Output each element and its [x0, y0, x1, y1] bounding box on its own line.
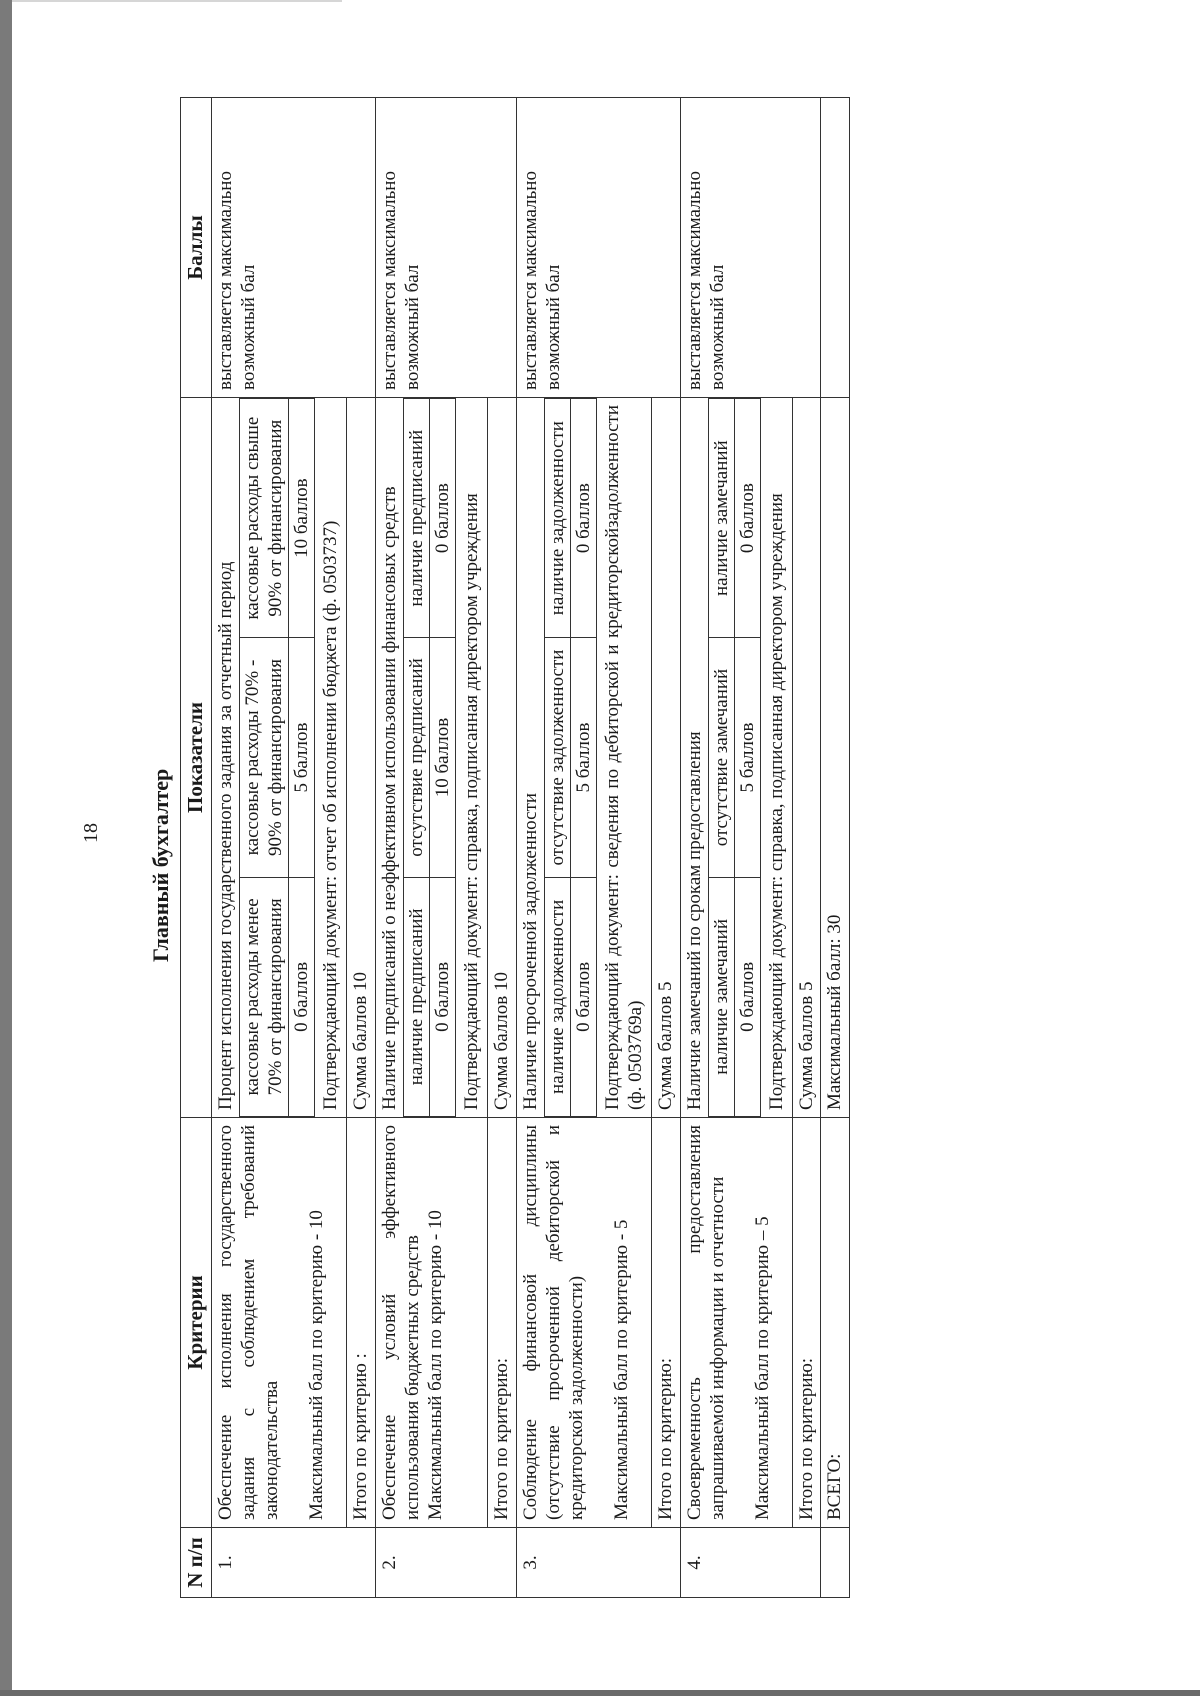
- indicator-options-table: [544, 398, 597, 1117]
- row-number: 1.: [211, 1528, 375, 1598]
- option-cell: наличие задолженности: [544, 877, 570, 1116]
- option-cell: отсутствие задолженности: [544, 638, 570, 877]
- criterion-cell: [211, 1118, 347, 1528]
- criterion-sum: Сумма баллов 10: [488, 398, 516, 1118]
- option-cell: наличие замечаний: [708, 877, 734, 1116]
- criterion-max: Максимальный балл по критерию – 5: [751, 1216, 773, 1520]
- score-cell: 10 баллов: [429, 638, 455, 877]
- option-cell: наличие задолженности: [544, 399, 570, 638]
- supporting-document: Подтверждающий документ: отчет об исполнении бюджета (ф. 0503737): [320, 520, 342, 1110]
- option-cell: кассовые расходы 70% - 90% от финансирования: [239, 638, 288, 877]
- criterion-sum: Сумма баллов 5: [793, 398, 821, 1118]
- score-cell: 0 баллов: [734, 877, 760, 1116]
- score-cell: 5 баллов: [734, 638, 760, 877]
- score-cell: 0 баллов: [289, 877, 315, 1116]
- supporting-document: Подтверждающий документ: сведения по дебиторской и кредиторскойзадолженности (ф. 0503769а): [602, 405, 647, 1110]
- header-criteria: Критерии: [181, 1118, 212, 1528]
- criterion-sum: Сумма баллов 5: [652, 398, 680, 1118]
- criterion-text: Соблюдение финансовой дисциплины (отсутствие просроченной дебиторской и кредиторской задолженности): [519, 1125, 587, 1520]
- points-cell: выставляется максимально возможный бал: [516, 98, 680, 398]
- supporting-document: Подтверждающий документ: справка, подписанная директором учреждения: [461, 493, 483, 1110]
- score-cell: 10 баллов: [289, 399, 315, 638]
- grand-total-row: [821, 98, 849, 1598]
- page-number: 18: [80, 823, 102, 843]
- grand-total-value: Максимальный балл: 30: [821, 398, 849, 1118]
- indicator-title: Наличие замечаний по срокам предоставления: [683, 731, 705, 1110]
- indicator-options-table: [239, 398, 316, 1117]
- row-number: 3.: [516, 1528, 680, 1598]
- criterion-cell: [375, 1118, 488, 1528]
- criterion-total-label: Итого по критерию :: [347, 1118, 375, 1528]
- option-cell: наличие замечаний: [708, 399, 734, 638]
- grand-total-num: [821, 1528, 849, 1598]
- criterion-sum: Сумма баллов 10: [347, 398, 375, 1118]
- criterion-text: Обеспечение условий эффективного использования бюджетных средств: [378, 1125, 423, 1520]
- rotated-page-content: [180, 98, 1120, 1598]
- score-cell: 5 баллов: [570, 638, 596, 877]
- scan-bottom-border: [0, 1690, 1200, 1696]
- indicator-title: Процент исполнения государственного задания за отчетный период: [214, 561, 236, 1110]
- criterion-total-label: Итого по критерию:: [488, 1118, 516, 1528]
- score-cell: 0 баллов: [429, 877, 455, 1116]
- scan-top-edge: [12, 0, 342, 2]
- criterion-cell: [680, 1118, 793, 1528]
- indicator-cell: [375, 398, 488, 1118]
- score-cell: 5 баллов: [289, 638, 315, 877]
- row-number: 4.: [680, 1528, 821, 1598]
- indicator-cell: [211, 398, 347, 1118]
- criterion-total-label: Итого по критерию:: [793, 1118, 821, 1528]
- indicator-cell: [680, 398, 793, 1118]
- grand-total-points: [821, 98, 849, 398]
- option-cell: наличие предписаний: [403, 399, 429, 638]
- option-cell: отсутствие замечаний: [708, 638, 734, 877]
- criterion-max: Максимальный балл по критерию - 10: [306, 1210, 328, 1520]
- points-cell: выставляется максимально возможный бал: [211, 98, 375, 398]
- score-cell: 0 баллов: [570, 399, 596, 638]
- page-title: Главный бухгалтер: [148, 768, 173, 962]
- header-points: Баллы: [181, 98, 212, 398]
- criterion-total-label: Итого по критерию:: [652, 1118, 680, 1528]
- indicator-title: Наличие просроченной задолженности: [519, 792, 541, 1110]
- criterion-max: Максимальный балл по критерию - 5: [611, 1219, 633, 1520]
- score-cell: 0 баллов: [429, 399, 455, 638]
- criterion-cell: [516, 1118, 652, 1528]
- table-header-row: [181, 98, 212, 1598]
- criterion-max: Максимальный балл по критерию - 10: [424, 1210, 446, 1520]
- criterion-text: Обеспечение исполнения государственного задания с соблюдением требований законодательства: [214, 1125, 282, 1520]
- score-cell: 0 баллов: [734, 399, 760, 638]
- points-cell: выставляется максимально возможный бал: [680, 98, 821, 398]
- row-number: 2.: [375, 1528, 516, 1598]
- criterion-text: Своевременность предоставления запрашиваемой информации и отчетности: [683, 1125, 728, 1520]
- table-row: [516, 98, 652, 1598]
- grand-total-label: ВСЕГО:: [821, 1118, 849, 1528]
- indicator-title: Наличие предписаний о неэффективном использовании финансовых средств: [378, 486, 400, 1110]
- header-num: N п/п: [181, 1528, 212, 1598]
- indicator-options-table: [403, 398, 456, 1117]
- table-row: [375, 98, 488, 1598]
- indicator-cell: [516, 398, 652, 1118]
- points-cell: выставляется максимально возможный бал: [375, 98, 516, 398]
- option-cell: кассовые расходы менее 70% от финансирования: [239, 877, 288, 1116]
- scan-left-border: [0, 0, 12, 1696]
- option-cell: кассовые расходы свыше 90% от финансирования: [239, 399, 288, 638]
- criteria-table: [180, 97, 850, 1598]
- option-cell: наличие предписаний: [403, 877, 429, 1116]
- supporting-document: Подтверждающий документ: справка, подписанная директором учреждения: [766, 493, 788, 1110]
- header-indicators: Показатели: [181, 398, 212, 1118]
- indicator-options-table: [708, 398, 761, 1117]
- table-row: [680, 98, 793, 1598]
- option-cell: отсутствие предписаний: [403, 638, 429, 877]
- score-cell: 0 баллов: [570, 877, 596, 1116]
- table-row: [211, 98, 347, 1598]
